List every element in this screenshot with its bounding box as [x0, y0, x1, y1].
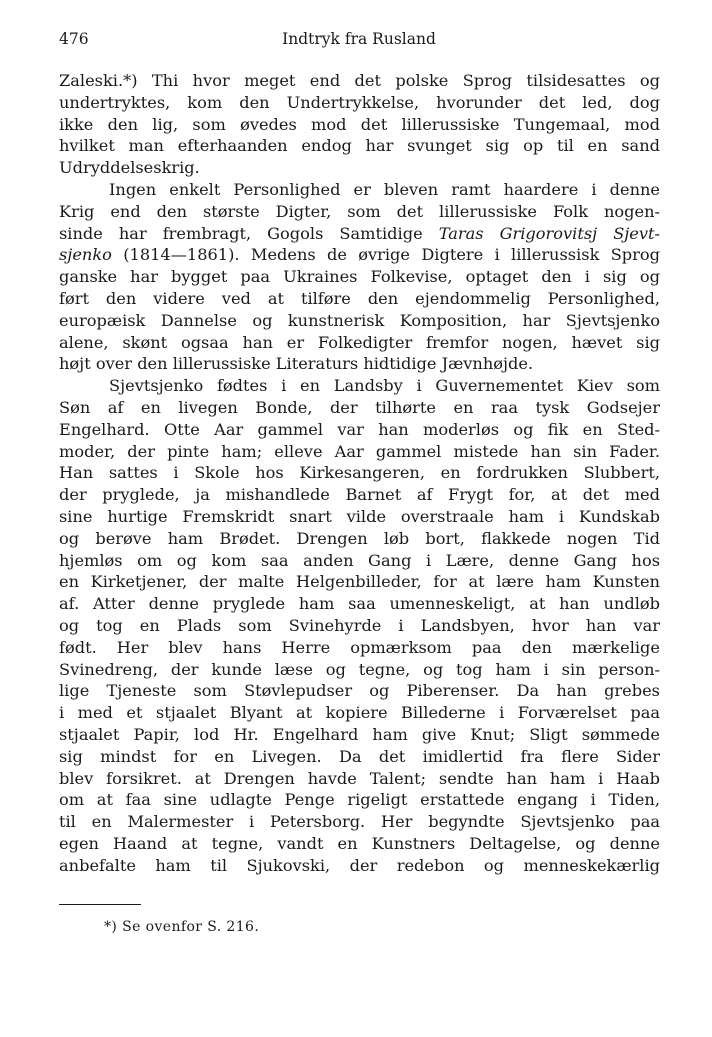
text-line: alene, skønt ogsaa han er Folkedigter fremfor nogen, hævet sig	[59, 332, 660, 352]
footnote-rule	[59, 904, 141, 905]
text-line: hjemløs om og kom saa anden Gang i Lære, denne Gang hos	[59, 550, 660, 570]
text-line: blev forsikret. at Drengen havde Talent; sendte han ham i Haab	[59, 768, 660, 788]
text-line: Sjevtsjenko fødtes i en Landsby i Guvernementet Kiev som	[109, 376, 660, 396]
text-line: til en Malermester i Petersborg. Her begyndte Sjevtsjenko paa	[59, 812, 660, 832]
text-line: stjaalet Papir, lod Hr. Engelhard ham give Knut; Sligt sømmede	[59, 724, 660, 744]
text-line: egen Haand at tegne, vandt en Kunstners Deltagelse, og denne	[59, 833, 660, 853]
text-line: ikke den lig, som øvedes mod det lillerussiske Tungemaal, mod	[59, 114, 660, 134]
text-line: ganske har bygget paa Ukraines Folkevise, optaget den i sig og	[59, 267, 660, 287]
text-line: Udryddelseskrig.	[59, 158, 200, 178]
text-line: sinde har frembragt, Gogols Samtidige Taras Grigorovitsj Sjevt-	[59, 223, 661, 243]
text-line: Han sattes i Skole hos Kirkesangeren, en fordrukken Slubbert,	[59, 463, 660, 483]
text-line: Krig end den største Digter, som det lillerussiske Folk nogen-	[59, 201, 660, 221]
text-line: der pryglede, ja mishandlede Barnet af Frygt for, at det med	[59, 485, 660, 505]
running-head: Indtryk fra Rusland	[282, 30, 436, 48]
text-line: i med et stjaalet Blyant at kopiere Billederne i Forværelset paa	[59, 703, 660, 723]
text-line: Engelhard. Otte Aar gammel var han moderløs og fik en Sted-	[59, 419, 660, 439]
text-line: af. Atter denne pryglede ham saa umenneskeligt, at han undløb	[59, 594, 660, 614]
text-line: sjenko (1814—1861). Medens de øvrige Digtere i lillerussisk Sprog	[59, 245, 660, 265]
text-line: sine hurtige Fremskridt snart vilde overstraale ham i Kundskab	[59, 506, 660, 526]
text-line: Ingen enkelt Personlighed er bleven ramt haardere i denne	[109, 179, 660, 199]
text-line: og tog en Plads som Svinehyrde i Landsbyen, hvor han var	[59, 615, 660, 635]
text-line: sig mindst for en Livegen. Da det imidlertid fra flere Sider	[59, 746, 660, 766]
text-line: anbefalte ham til Sjukovski, der redebon og menneskekærlig	[59, 855, 660, 875]
page-header	[59, 30, 659, 52]
text-line: Zaleski.*) Thi hvor meget end det polske Sprog tilsidesattes og	[59, 71, 660, 90]
body-text	[59, 70, 660, 876]
text-line: moder, der pinte ham; elleve Aar gammel mistede han sin Fader.	[59, 441, 660, 461]
text-line: lige Tjeneste som Støvlepudser og Piberenser. Da han grebes	[59, 681, 660, 701]
text-line: Svinedreng, der kunde læse og tegne, og tog ham i sin person-	[59, 659, 660, 679]
footnote: *) Se ovenfor S. 216.	[104, 919, 260, 935]
text-line: undertryktes, kom den Undertrykkelse, hvorunder det led, dog	[59, 92, 660, 112]
text-line: europæisk Dannelse og kunstnerisk Komposition, har Sjevtsjenko	[59, 310, 660, 330]
text-line: en Kirketjener, der malte Helgenbilleder, for at lære ham Kunsten	[59, 572, 660, 592]
page-number: 476	[59, 30, 89, 48]
text-line: ført den videre ved at tilføre den ejendommelig Personlighed,	[59, 288, 660, 308]
text-line: hvilket man efterhaanden endog har svunget sig op til en sand	[59, 136, 660, 156]
text-line: højt over den lillerussiske Literaturs hidtidige Jævnhøjde.	[59, 354, 534, 374]
text-line: født. Her blev hans Herre opmærksom paa den mærkelige	[59, 637, 660, 657]
text-line: om at faa sine udlagte Penge rigeligt erstattede engang i Tiden,	[59, 790, 660, 810]
text-line: og berøve ham Brødet. Drengen løb bort, flakkede nogen Tid	[59, 528, 660, 548]
text-line: Søn af en livegen Bonde, der tilhørte en raa tysk Godsejer	[59, 397, 660, 417]
